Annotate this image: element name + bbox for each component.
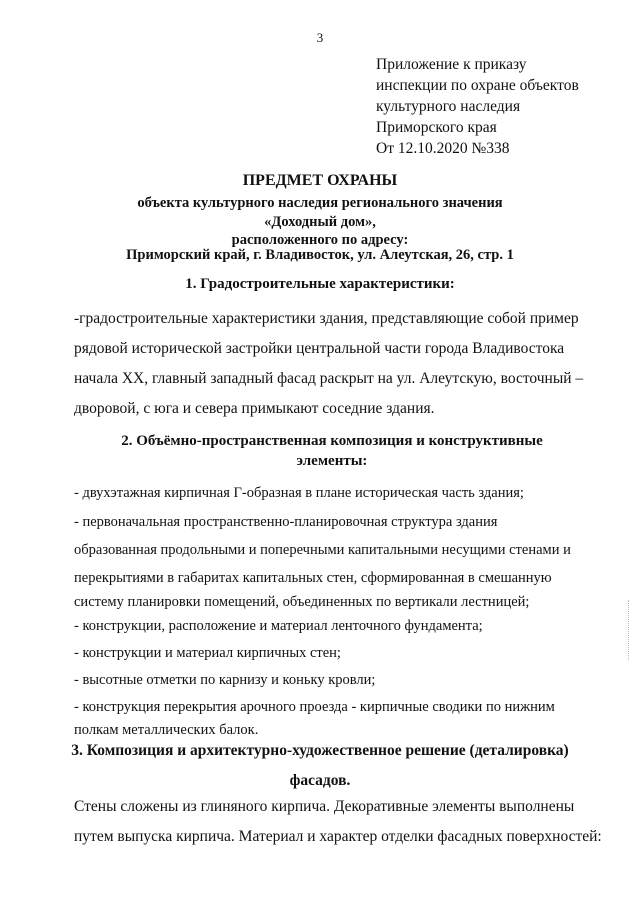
list-item: - двухэтажная кирпичная Г-образная в плане историческая часть здания; [74,485,524,501]
appendix-line: инспекции по охране объектов [376,77,579,94]
subtitle-line: «Доходный дом», [264,214,376,230]
list-item: - высотные отметки по карнизу и коньку кровли; [74,672,376,688]
paragraph-line: -градостроительные характеристики здания, представляющие собой пример [74,310,579,327]
appendix-line: Приложение к приказу [376,56,527,73]
list-item: - первоначальная пространственно-планировочная структура здания [74,514,498,530]
section-2-heading-cont: элементы: [296,453,368,469]
paragraph-line: дворовой, с юга и севера примыкают соседние здания. [74,400,435,417]
appendix-line: культурного наследия [376,98,521,115]
paragraph-line: начала XX, главный западный фасад раскрыт на ул. Алеутскую, восточный – [74,370,584,387]
appendix-block [376,54,579,159]
document-title: ПРЕДМЕТ ОХРАНЫ [242,172,398,189]
list-item: перекрытиями в габаритах капитальных стен, сформированная в смешанную [74,570,552,586]
list-item: полкам металлических балок. [74,722,259,738]
section-3-heading: 3. Композиция и архитектурно-художественное решение (деталировка) [71,742,569,759]
subtitle-line: объекта культурного наследия регионального значения [137,195,503,211]
section-3-heading-cont: фасадов. [289,772,351,789]
list-item: систему планировки помещений, объединенных по вертикали лестницей; [74,594,530,610]
subtitle-address: Приморский край, г. Владивосток, ул. Алеутская, 26, стр. 1 [126,247,514,263]
list-item: - конструкции и материал кирпичных стен; [74,645,341,661]
list-item: - конструкция перекрытия арочного проезда - кирпичные сводики по нижним [74,699,555,715]
appendix-line: Приморского края [376,119,497,136]
paragraph-line: Стены сложены из глиняного кирпича. Декоративные элементы выполнены [74,798,575,815]
paragraph-line: путем выпуска кирпича. Материал и характер отделки фасадных поверхностей: [74,828,602,845]
page-number: 3 [316,30,324,45]
section-1-body [74,304,590,424]
section-2-heading: 2. Объёмно-пространственная композиция и конструктивные [121,433,543,449]
section-1-heading: 1. Градостроительные характеристики: [185,276,455,292]
list-item: - конструкции, расположение и материал ленточного фундамента; [74,618,483,634]
subtitle-line: расположенного по адресу: [231,232,409,248]
appendix-line: От 12.10.2020 №338 [376,140,510,157]
paragraph-line: рядовой исторической застройки центральной части города Владивостока [74,340,565,357]
list-item: образованная продольными и поперечными капитальными несущими стенами и [74,542,571,558]
section-3-body [74,792,602,852]
scan-artifact [628,600,631,660]
